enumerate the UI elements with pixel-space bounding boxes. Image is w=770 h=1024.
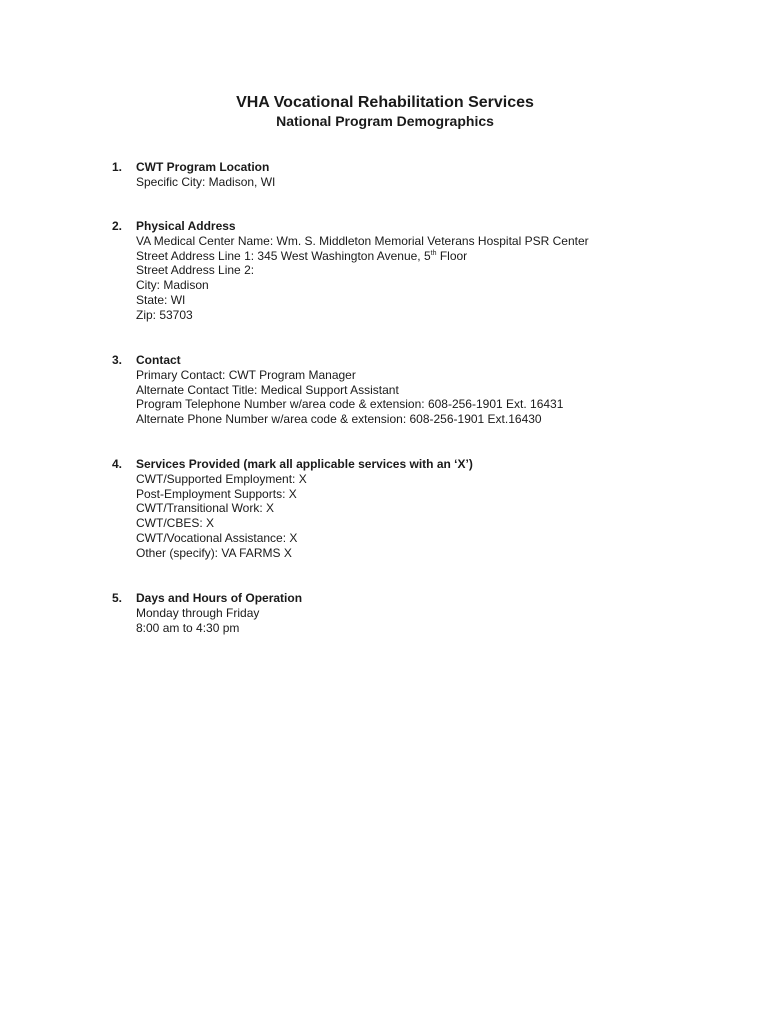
service-item: CWT/Supported Employment: X (136, 471, 307, 486)
ordinal-superscript: th (430, 249, 437, 257)
section-physical-address (112, 219, 712, 323)
section-number: 1. (112, 160, 123, 174)
alternate-contact-title-line: Alternate Contact Title: Medical Support Assistant (136, 382, 399, 397)
street-address-text: Street Address Line 1: 345 West Washington Avenue, 5 (136, 248, 431, 263)
document-title: VHA Vocational Rehabilitation Services (236, 94, 534, 111)
program-telephone-line: Program Telephone Number w/area code & extension: 608-256-1901 Ext. 16431 (136, 397, 564, 412)
specific-city-line: Specific City: Madison, WI (136, 174, 276, 189)
section-hours-of-operation (112, 591, 712, 635)
section-heading: Services Provided (mark all applicable services with an ‘X’) (136, 457, 473, 471)
primary-contact-line: Primary Contact: CWT Program Manager (136, 367, 356, 382)
section-services-provided (112, 457, 712, 561)
section-number: 2. (112, 219, 123, 233)
section-heading: Contact (136, 353, 181, 367)
service-item: CWT/Vocational Assistance: X (136, 530, 298, 545)
street-address-line-2: Street Address Line 2: (136, 263, 255, 278)
section-heading: Days and Hours of Operation (136, 591, 303, 605)
floor-text: Floor (436, 248, 468, 263)
hours-line: 8:00 am to 4:30 pm (136, 620, 240, 635)
section-contact (112, 353, 712, 427)
section-heading: CWT Program Location (136, 160, 270, 174)
service-item: Post-Employment Supports: X (136, 486, 297, 501)
service-item: CWT/CBES: X (136, 516, 215, 531)
section-number: 4. (112, 457, 123, 471)
section-program-location (112, 160, 712, 190)
zip-line: Zip: 53703 (136, 307, 193, 322)
service-item: CWT/Transitional Work: X (136, 501, 275, 516)
state-line: State: WI (136, 292, 186, 307)
service-item: Other (specify): VA FARMS X (136, 545, 292, 560)
street-address-line-1 (136, 249, 736, 264)
alternate-phone-line: Alternate Phone Number w/area code & extension: 608-256-1901 Ext.16430 (136, 412, 542, 427)
section-number: 3. (112, 353, 123, 367)
document-subtitle: National Program Demographics (276, 113, 494, 129)
medical-center-name-line: VA Medical Center Name: Wm. S. Middleton Memorial Veterans Hospital PSR Center (136, 233, 589, 248)
section-number: 5. (112, 591, 123, 605)
section-heading: Physical Address (136, 219, 236, 233)
days-line: Monday through Friday (136, 605, 260, 620)
city-line: City: Madison (136, 278, 209, 293)
